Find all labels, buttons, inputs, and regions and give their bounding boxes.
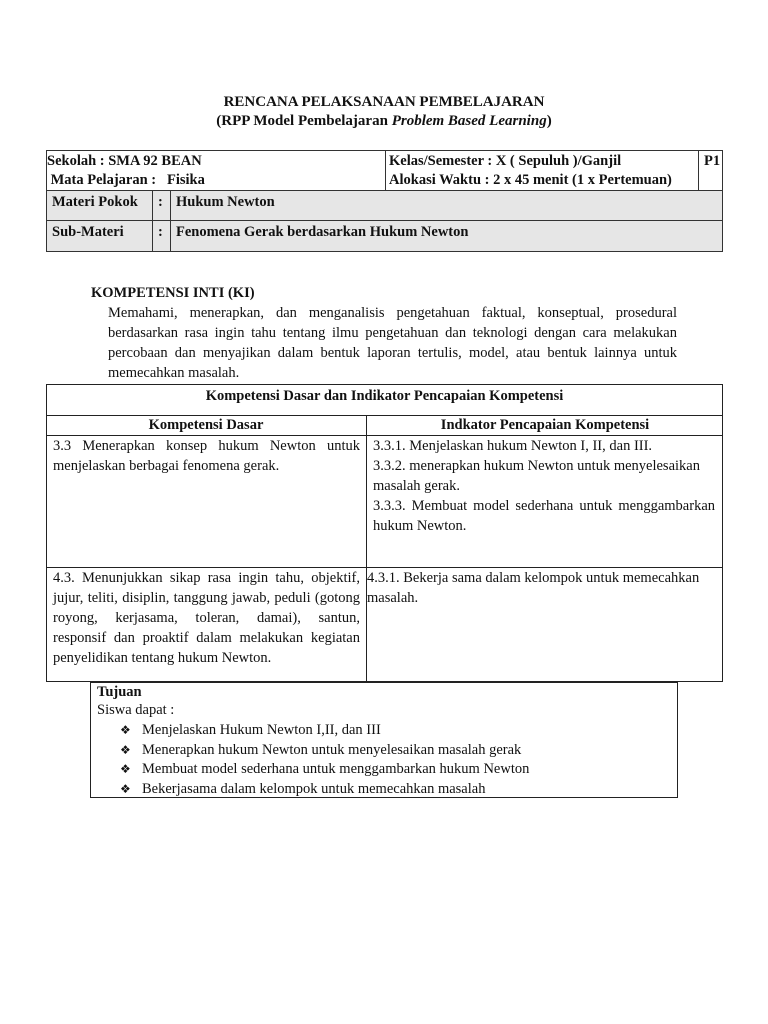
header-table — [46, 150, 723, 252]
indicator-3-3-3-text: 3.3.3. Membuat model sederhana untuk menggambarkan hukum Newton. — [373, 498, 715, 534]
list-item — [120, 760, 670, 780]
diamond-bullet-icon: ❖ — [120, 781, 131, 796]
diamond-bullet-icon: ❖ — [120, 762, 131, 776]
materi-value: Hukum Newton — [176, 194, 275, 210]
submateri-value: Fenomena Gerak berdasarkan Hukum Newton — [176, 224, 469, 240]
indicator-4-3-1: 4.3.1. Bekerja sama dalam kelompok untuk memecahkan masalah. — [367, 570, 700, 606]
tujuan-intro: Siswa dapat : — [97, 702, 175, 718]
ki-heading: KOMPETENSI INTI (KI) — [91, 285, 255, 301]
kd-table-caption: Kompetensi Dasar dan Indikator Pencapaian Kompetensi — [205, 388, 564, 404]
tujuan-box — [90, 682, 678, 798]
list-item — [120, 721, 670, 741]
diamond-bullet-icon: ❖ — [120, 723, 131, 737]
subtitle-suffix: ) — [546, 113, 552, 129]
materi-colon: : — [158, 194, 163, 210]
subtitle-prefix: (RPP Model Pembelajaran — [216, 113, 392, 129]
document-subtitle — [0, 113, 768, 130]
ki-paragraph: Memahami, menerapkan, dan menganalisis pengetahuan faktual, konseptual, prosedural berdasarkan rasa ingin tahu tentang ilmu pengetahuan dan teknologi dengan cara melakukan percobaan dan menyajikan dalam bentuk laporan tertulis, model, atau bentuk lainnya untuk memecahkan masalah. — [108, 305, 677, 381]
indicator-3-3-3 — [373, 496, 715, 536]
class-semester-field: Kelas/Semester : X ( Sepuluh )/Ganjil — [389, 153, 622, 169]
subtitle-italic: Problem Based Learning — [391, 113, 547, 129]
submateri-colon: : — [158, 224, 163, 240]
kd-4-3: 4.3. Menunjukkan sikap rasa ingin tahu, objektif, jujur, teliti, disiplin, tanggung jawab, peduli (gotong royong, kerjasama, toleran, damai), santun, responsif dan proaktif dalam melakukan kegiatan penyelidikan tentang hukum Newton. — [53, 570, 360, 666]
kd-column-header: Kompetensi Dasar — [148, 417, 264, 433]
tujuan-item-text: Menerapkan hukum Newton untuk menyelesaikan masalah gerak — [142, 741, 522, 758]
submateri-label: Sub-Materi — [52, 224, 124, 240]
school-field: Sekolah : SMA 92 BEAN — [47, 153, 202, 169]
kd-3-3: 3.3 Menerapkan konsep hukum Newton untuk menjelaskan berbagai fenomena gerak. — [53, 438, 360, 474]
diamond-bullet-icon: ❖ — [120, 742, 131, 757]
subject-field: Mata Pelajaran : Fisika — [47, 172, 205, 188]
document-title: RENCANA PELAKSANAAN PEMBELAJARAN — [223, 94, 545, 110]
list-item — [120, 741, 670, 761]
list-item — [120, 780, 670, 800]
tujuan-heading: Tujuan — [97, 684, 142, 700]
tujuan-item-text: Membuat model sederhana untuk menggambarkan hukum Newton — [142, 761, 530, 777]
meeting-code: P1 — [704, 153, 721, 169]
tujuan-item-text: Bekerjasama dalam kelompok untuk memecahkan masalah — [142, 780, 486, 797]
materi-label: Materi Pokok — [52, 194, 138, 210]
time-allocation-field: Alokasi Waktu : 2 x 45 menit (1 x Pertemuan) — [389, 172, 672, 188]
indicator-3-3-1: 3.3.1. Menjelaskan hukum Newton I, II, dan III. — [373, 438, 653, 454]
kd-table — [46, 384, 723, 682]
indicator-column-header: Indkator Pencapaian Kompetensi — [440, 417, 650, 433]
tujuan-item-text: Menjelaskan Hukum Newton I,II, dan III — [142, 722, 381, 738]
tujuan-list — [120, 721, 670, 799]
indicator-3-3-2: 3.3.2. menerapkan hukum Newton untuk menyelesaikan masalah gerak. — [373, 458, 700, 494]
